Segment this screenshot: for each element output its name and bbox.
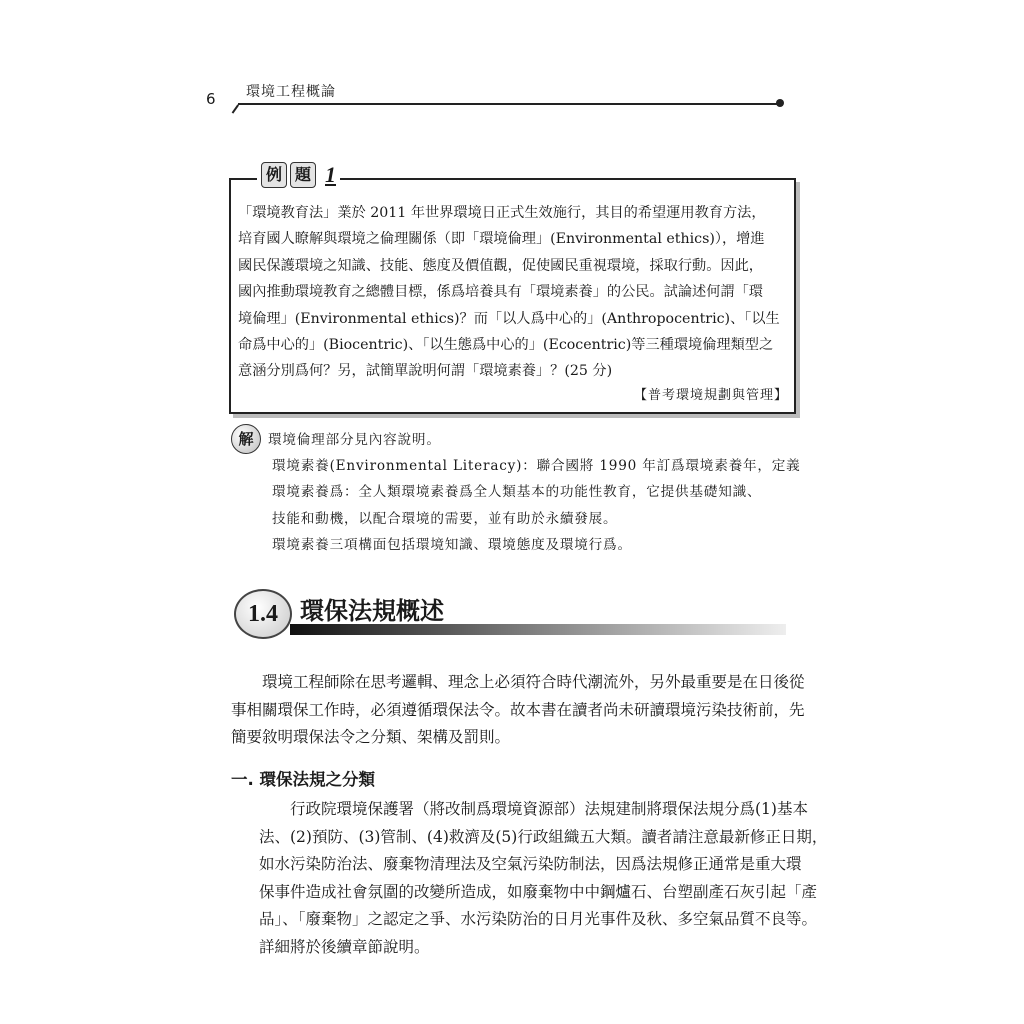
- text-line: 詳細將於後續章節說明。: [259, 937, 430, 956]
- text-line: 技能和動機，以配合環境的需要，並有助於永續發展。: [272, 510, 618, 527]
- text-line: 保事件造成社會氛圍的改變所造成，如廢棄物中中鋼爐石、台塑副產石灰引起「產: [259, 882, 818, 901]
- header-rule: [238, 103, 780, 105]
- text-line: 境倫理」(Environmental ethics)？而「以人爲中心的」(Anthropocentric)、「以生: [238, 310, 780, 327]
- text-line: 法、(2)預防、(3)管制、(4)救濟及(5)行政組織五大類。讀者請注意最新修正日期，: [259, 827, 828, 846]
- text-line: 環境倫理部分見內容說明。: [268, 432, 441, 448]
- solution-icon: 解: [231, 424, 261, 454]
- text-line: 環境素養爲：全人類環境素養爲全人類基本的功能性教育，它提供基礎知識、: [272, 484, 762, 501]
- example-question-text: [238, 200, 786, 385]
- example-badge-1: 例: [261, 162, 287, 188]
- header-rule-tick: [232, 104, 239, 113]
- text-line: 國民保護環境之知識、技能、態度及價值觀，促使國民重視環境，採取行動。因此，: [238, 257, 763, 274]
- solution-first-line: [268, 427, 441, 453]
- section-number: 1.4: [234, 589, 292, 639]
- example-badge-2: 題: [290, 162, 316, 188]
- intro-paragraph: [231, 669, 805, 752]
- text-line: 簡要敘明環保法令之分類、架構及罰則。: [231, 728, 511, 747]
- text-line: 「環境教育法」業於 2011 年世界環境日正式生效施行，其目的希望運用教育方法，: [238, 205, 766, 221]
- header-rule-dot: [776, 99, 784, 107]
- text-line: 命爲中心的」(Biocentric)、「以生態爲中心的」(Ecocentric)等三種環境倫理類型之: [238, 337, 774, 354]
- running-header-title: 環境工程概論: [246, 84, 336, 100]
- text-line: 品」、「廢棄物」之認定之爭、水污染防治的日月光事件及秋、多空氣品質不良等。: [259, 910, 818, 929]
- subsection-paragraph: [259, 796, 827, 962]
- text-line: 如水污染防治法、廢棄物清理法及空氣污染防制法，因爲法規修正通常是重大環: [259, 855, 802, 874]
- exam-source-label: 【普考環境規劃與管理】: [633, 388, 788, 403]
- text-line: 培育國人瞭解與環境之倫理關係（即「環境倫理」(Environmental ethics)），增進: [238, 231, 765, 248]
- text-line: 國內推動環境教育之總體目標，係爲培養具有「環境素養」的公民。試論述何謂「環: [238, 284, 763, 301]
- section-title: 環保法規概述: [300, 597, 444, 625]
- text-line: 環境工程師除在思考邏輯、理念上必須符合時代潮流外，另外最重要是在日後從: [262, 673, 805, 691]
- example-number: 1: [325, 162, 336, 187]
- text-line: 環境素養三項構面包括環境知識、環境態度及環境行爲。: [272, 537, 632, 554]
- text-line: 事相關環保工作時，必須遵循環保法令。故本書在讀者尚未研讀環境污染技術前，先: [231, 700, 805, 719]
- text-line: 環境素養(Environmental Literacy)：聯合國將 1990 年訂爲環境素養年，定義: [272, 458, 801, 474]
- solution-text: [272, 453, 801, 559]
- example-title: [257, 162, 340, 188]
- page-number: 6: [206, 90, 216, 108]
- subsection-heading: 一. 環保法規之分類: [231, 770, 376, 789]
- text-line: 行政院環境保護署（將改制爲環境資源部）法規建制將環保法規分爲(1)基本: [290, 800, 808, 818]
- text-line: 意涵分別爲何？另，試簡單說明何謂「環境素養」？(25 分): [238, 363, 613, 380]
